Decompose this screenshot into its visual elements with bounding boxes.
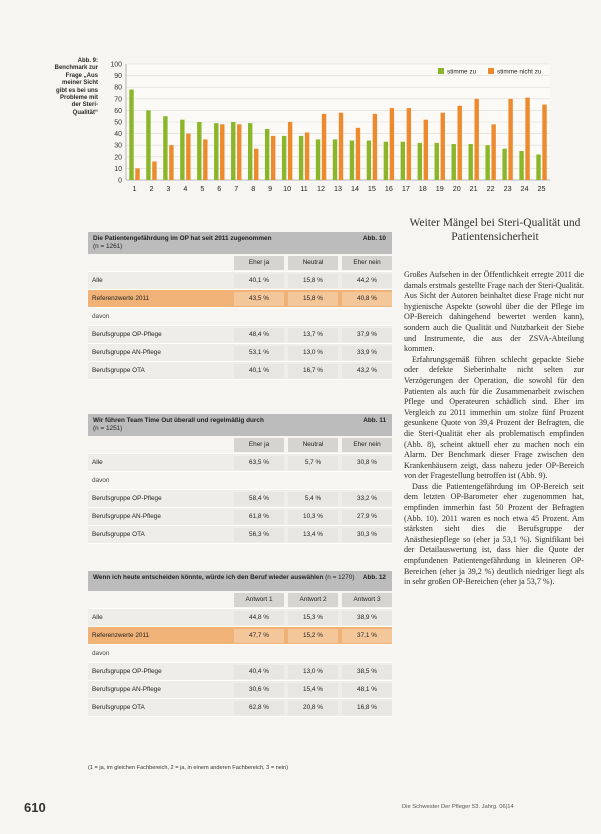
cell: 5,7 %	[288, 456, 338, 470]
bar-stimme-zu	[129, 90, 133, 180]
table-subtitle: (n = 1270)	[325, 574, 355, 581]
bar-stimme-zu	[485, 145, 489, 180]
row-label: Berufsgruppe OTA	[92, 531, 145, 538]
bar-stimme-nicht-zu	[186, 134, 190, 180]
bar-stimme-nicht-zu	[474, 99, 478, 180]
cell: 16,7 %	[288, 364, 338, 378]
bar-stimme-zu	[163, 116, 167, 180]
paragraph: Erfahrungsgemäß führen schlecht gepackte Siebe oder defekte Sieberinhalte nicht selten zur Verzögerungen der Operation, die sowohl für den Patienten als auch für die Zusammenarbeit zwischen Pflege und Operateuren schädlich sind. Eher im Vergleich zu 2011 immerhin um stolze fünf Prozent gesunkene Quote von 39,4 Prozent der Befragten, die die Steri-Qualität eher als problematisch empfinden (Abb. 8), scheint aktuell eher zu machen noch ein Alarm. Der Benchmark dieser Frage zwischen den Krankenhäusern zeigt, dass nahezu jeder OP-Bereich von der Fragestellung betroffen ist (Abb. 9).	[404, 354, 584, 481]
row-label: Alle	[92, 614, 103, 621]
table-row	[88, 526, 392, 544]
legend-label: stimme nicht zu	[497, 68, 542, 76]
running-title: Die Schwester Der Pfleger 53. Jahrg. 06|14	[402, 804, 514, 810]
x-tick-label: 13	[334, 184, 342, 193]
table-row-group-label	[88, 472, 392, 490]
x-tick-label: 6	[217, 184, 222, 193]
cell: 53,1 %	[234, 346, 284, 360]
cell: 30,3 %	[342, 528, 392, 542]
column-header-row	[88, 591, 392, 609]
y-tick-label: 90	[114, 73, 122, 81]
y-tick-label: 10	[114, 165, 122, 173]
cell: 40,4 %	[234, 665, 284, 679]
table-subtitle: (n = 1261)	[93, 243, 123, 250]
bar-stimme-nicht-zu	[390, 108, 394, 180]
table-row	[88, 609, 392, 627]
x-tick-label: 3	[166, 184, 171, 193]
row-label: Berufsgruppe AN-Pflege	[92, 686, 161, 693]
cell: 37,9 %	[342, 328, 392, 342]
bar-stimme-zu	[435, 143, 439, 180]
table-title: Wenn ich heute entscheiden könnte, würde ich den Beruf wieder auswählen	[93, 574, 324, 581]
bar-stimme-zu	[384, 142, 388, 180]
column-header: Eher nein	[342, 438, 392, 452]
bar-stimme-nicht-zu	[254, 149, 258, 180]
bar-stimme-nicht-zu	[135, 168, 139, 180]
bar-stimme-zu	[231, 122, 235, 180]
y-tick-label: 40	[114, 131, 122, 139]
x-tick-label: 14	[350, 184, 359, 193]
bar-stimme-zu	[468, 144, 472, 180]
cell: 15,8 %	[288, 274, 338, 288]
bar-stimme-zu	[452, 144, 456, 180]
row-label: Referenzwerte 2011	[92, 632, 150, 639]
x-tick-label: 15	[367, 184, 376, 193]
cell: 16,8 %	[342, 701, 392, 715]
cell: 30,8 %	[342, 456, 392, 470]
x-tick-label: 2	[149, 184, 154, 193]
bar-stimme-zu	[519, 151, 523, 180]
bar-stimme-nicht-zu	[458, 106, 462, 180]
cell: 62,8 %	[234, 701, 284, 715]
cell: 15,3 %	[288, 611, 338, 625]
table-footnote: (1 = ja, im gleichen Fachbereich, 2 = ja, in einem anderen Fachbereich, 3 = nein)	[88, 765, 289, 771]
bar-stimme-zu	[248, 123, 252, 180]
x-tick-label: 21	[469, 184, 478, 193]
x-tick-label: 7	[234, 184, 239, 193]
x-tick-label: 18	[418, 184, 427, 193]
x-tick-label: 10	[283, 184, 292, 193]
y-tick-label: 70	[114, 96, 122, 104]
bar-stimme-zu	[180, 120, 184, 180]
row-label: Berufsgruppe OTA	[92, 367, 145, 374]
x-tick-label: 4	[183, 184, 188, 193]
y-tick-label: 20	[114, 154, 122, 162]
cell: 38,9 %	[342, 611, 392, 625]
table-abb-11	[88, 414, 392, 544]
y-tick-label: 60	[114, 107, 122, 115]
row-label: Berufsgruppe OTA	[92, 704, 145, 711]
column-header: Neutral	[288, 438, 338, 452]
bar-stimme-nicht-zu	[542, 105, 546, 180]
cell: 33,2 %	[342, 492, 392, 506]
table-row-highlight	[88, 290, 392, 308]
row-label: davon	[92, 650, 110, 657]
bar-stimme-nicht-zu	[407, 108, 411, 180]
bar-stimme-zu	[265, 129, 269, 180]
row-label: Alle	[92, 277, 103, 284]
cell: 10,3 %	[288, 510, 338, 524]
row-label: Berufsgruppe OP-Pflege	[92, 495, 162, 502]
bar-stimme-zu	[367, 141, 371, 180]
table-subtitle: (n = 1251)	[93, 425, 123, 432]
bar-stimme-nicht-zu	[322, 114, 326, 180]
bar-stimme-nicht-zu	[441, 113, 445, 180]
bar-stimme-zu	[418, 143, 422, 180]
table-abb-10	[88, 232, 392, 380]
y-tick-label: 100	[110, 61, 122, 69]
cell: 47,7 %	[234, 629, 284, 643]
article-body	[404, 270, 584, 588]
cell: 33,9 %	[342, 346, 392, 360]
x-tick-label: 1	[132, 184, 137, 193]
table-row-group-label	[88, 645, 392, 663]
x-tick-label: 17	[401, 184, 410, 193]
cell: 56,3 %	[234, 528, 284, 542]
cell: 38,5 %	[342, 665, 392, 679]
paragraph: Großes Aufsehen in der Öffentlichkeit erregte 2011 die damals erstmals gestellte Frage nach der Steri-Qualität. Aus Sicht der Autoren beinhaltet diese Frage nicht nur hygienische Aspekte (sowohl über die der Pflege im OP-Bereich dahingehend bewertet werden kann), sondern auch die Qualität und Nutzbarkeit der Siebe und Instrumente, die aus der ZSVA-Abteilung kommen.	[404, 270, 584, 354]
bar-stimme-zu	[502, 149, 506, 180]
x-tick-label: 20	[452, 184, 461, 193]
cell: 13,0 %	[288, 665, 338, 679]
bar-stimme-nicht-zu	[169, 145, 173, 180]
x-tick-label: 23	[503, 184, 512, 193]
row-label: Berufsgruppe AN-Pflege	[92, 513, 161, 520]
cell: 40,8 %	[342, 292, 392, 306]
cell: 43,5 %	[234, 292, 284, 306]
bar-stimme-nicht-zu	[152, 161, 156, 180]
y-tick-label: 30	[114, 142, 122, 150]
cell: 44,2 %	[342, 274, 392, 288]
table-ref: Abb. 11	[363, 417, 386, 424]
cell: 58,4 %	[234, 492, 284, 506]
cell: 15,4 %	[288, 683, 338, 697]
table-header	[88, 414, 392, 436]
bar-stimme-zu	[333, 139, 337, 180]
table-row	[88, 326, 392, 344]
row-label: Berufsgruppe AN-Pflege	[92, 349, 161, 356]
bar-stimme-zu	[214, 123, 218, 180]
x-tick-label: 22	[486, 184, 495, 193]
row-label: Alle	[92, 459, 103, 466]
table-row	[88, 508, 392, 526]
bar-stimme-nicht-zu	[373, 114, 377, 180]
cell: 43,2 %	[342, 364, 392, 378]
table-ref: Abb. 10	[362, 235, 386, 242]
y-tick-label: 0	[118, 177, 122, 185]
cell: 44,8 %	[234, 611, 284, 625]
y-tick-label: 80	[114, 84, 122, 92]
cell: 61,8 %	[234, 510, 284, 524]
legend-swatch	[488, 68, 494, 74]
cell: 48,4 %	[234, 328, 284, 342]
column-header: Antwort 1	[234, 593, 284, 607]
table-row	[88, 663, 392, 681]
legend-label: stimme zu	[447, 68, 477, 76]
x-tick-label: 12	[317, 184, 326, 193]
column-header: Neutral	[288, 256, 338, 270]
bar-stimme-zu	[350, 141, 354, 180]
cell: 5,4 %	[288, 492, 338, 506]
bar-stimme-zu	[282, 136, 286, 180]
row-label: davon	[92, 477, 110, 484]
cell: 63,5 %	[234, 456, 284, 470]
x-tick-label: 24	[520, 184, 529, 193]
x-tick-label: 9	[268, 184, 273, 193]
cell: 48,1 %	[342, 683, 392, 697]
bar-chart	[108, 58, 558, 198]
table-row	[88, 681, 392, 699]
column-header: Antwort 3	[342, 593, 392, 607]
bar-stimme-nicht-zu	[237, 124, 241, 180]
table-header	[88, 571, 392, 591]
paragraph: Dass die Patientengefährdung im OP-Bereich seit dem letzten OP-Barometer eher zugenommen hat, empfinden immerhin fast 50 Prozent der Befragten (Abb. 10). 2011 waren es noch etwa 45 Prozent. Am stärksten sieht dies die Berufsgruppe der Anästhesiepflege so (eher ja 53,1 %). Signifikant bei der Detailauswertung ist, dass hier die Quote der empfundenen Patientengefährdung in kleineren OP-Bereichen (eher ja 39,2 %) deutlich niedriger liegt als in sehr großen OP-Bereichen (eher ja 53,7 %).	[404, 481, 584, 587]
cell: 13,7 %	[288, 328, 338, 342]
bar-stimme-zu	[401, 142, 405, 180]
cell: 13,4 %	[288, 528, 338, 542]
table-row-group-label	[88, 308, 392, 326]
y-tick-label: 50	[114, 119, 122, 127]
legend-swatch	[438, 68, 444, 74]
x-tick-label: 19	[435, 184, 444, 193]
x-tick-label: 11	[300, 184, 308, 193]
table-abb-12	[88, 571, 392, 717]
table-row-highlight	[88, 627, 392, 645]
x-tick-label: 16	[384, 184, 393, 193]
bar-stimme-nicht-zu	[305, 132, 309, 180]
bar-stimme-zu	[197, 122, 201, 180]
bar-stimme-nicht-zu	[271, 136, 275, 180]
cell: 13,0 %	[288, 346, 338, 360]
x-tick-label: 8	[251, 184, 256, 193]
bar-stimme-nicht-zu	[356, 128, 360, 180]
x-tick-label: 5	[200, 184, 205, 193]
cell: 15,8 %	[288, 292, 338, 306]
column-header-row	[88, 436, 392, 454]
cell: 27,9 %	[342, 510, 392, 524]
row-label: Referenzwerte 2011	[92, 295, 150, 302]
bar-stimme-nicht-zu	[508, 99, 512, 180]
row-label: Berufsgruppe OP-Pflege	[92, 331, 162, 338]
column-header: Eher ja	[234, 438, 284, 452]
bar-stimme-nicht-zu	[220, 124, 224, 180]
bar-stimme-nicht-zu	[203, 139, 207, 180]
row-label: Berufsgruppe OP-Pflege	[92, 668, 162, 675]
table-row	[88, 362, 392, 380]
table-row	[88, 699, 392, 717]
bar-stimme-nicht-zu	[339, 113, 343, 180]
chart-svg	[108, 58, 558, 198]
cell: 15,2 %	[288, 629, 338, 643]
table-header	[88, 232, 392, 254]
cell: 37,1 %	[342, 629, 392, 643]
cell: 40,1 %	[234, 274, 284, 288]
column-header: Eher ja	[234, 256, 284, 270]
cell: 40,1 %	[234, 364, 284, 378]
bar-stimme-zu	[316, 139, 320, 180]
bar-stimme-zu	[299, 136, 303, 180]
cell: 30,6 %	[234, 683, 284, 697]
table-ref: Abb. 12	[362, 574, 386, 581]
table-title: Wir führen Team Time Out überall und regelmäßig durch	[93, 417, 264, 424]
column-header: Eher nein	[342, 256, 392, 270]
x-tick-label: 25	[537, 184, 546, 193]
table-row	[88, 272, 392, 290]
bar-stimme-nicht-zu	[424, 120, 428, 180]
cell: 20,8 %	[288, 701, 338, 715]
column-header-row	[88, 254, 392, 272]
table-title: Die Patientengefährdung im OP hat seit 2011 zugenommen	[93, 235, 272, 242]
bar-stimme-nicht-zu	[491, 124, 495, 180]
article-heading: Weiter Mängel bei Steri-Qualität und Patientensicherheit	[409, 217, 581, 243]
bar-stimme-zu	[536, 154, 540, 180]
figure-caption: Abb. 9: Benchmark zur Frage „Aus meiner Sicht gibt es bei uns Probleme mit der Steri-Qualität“	[54, 58, 98, 116]
table-row	[88, 344, 392, 362]
bar-stimme-nicht-zu	[525, 98, 529, 180]
table-row	[88, 454, 392, 472]
table-row	[88, 490, 392, 508]
row-label: davon	[92, 313, 110, 320]
bar-stimme-zu	[146, 110, 150, 180]
column-header: Antwort 2	[288, 593, 338, 607]
bar-stimme-nicht-zu	[288, 122, 292, 180]
page-number: 610	[24, 800, 46, 815]
